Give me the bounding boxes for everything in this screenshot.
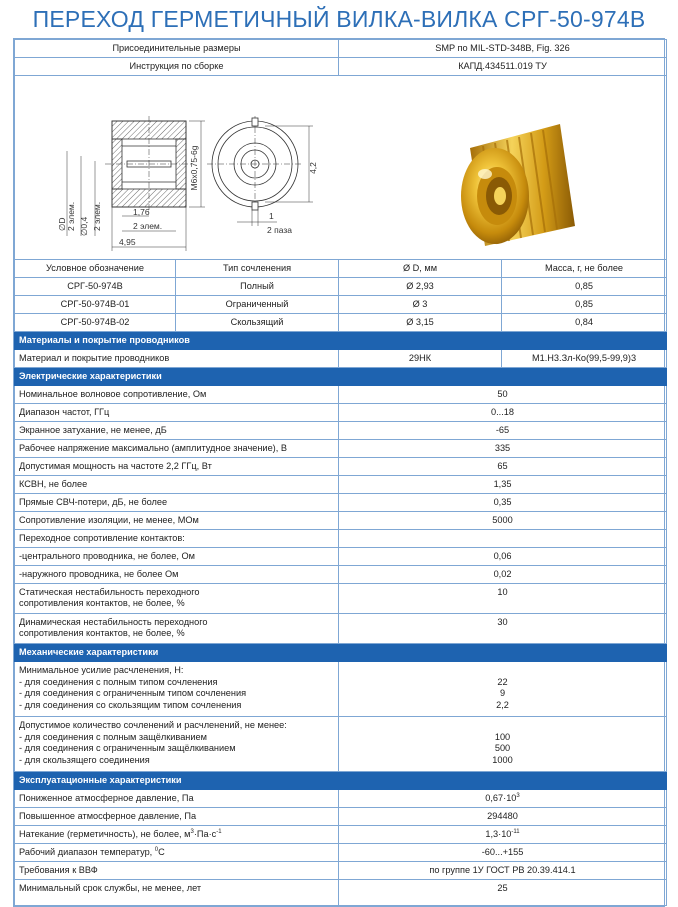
product-photo (461, 124, 575, 246)
row-label: Переходное сопротивление контактов: (15, 530, 339, 548)
row-label (15, 844, 339, 862)
header-value: SMP по MIL-STD-348B, Fig. 326 (339, 40, 667, 58)
row-label: Повышенное атмосферное давление, Па (15, 808, 339, 826)
row-label: Диапазон частот, ГГц (15, 404, 339, 422)
row-label-line: - для скользящего соединения (19, 754, 150, 765)
value-exponent: -11 (511, 829, 520, 835)
dim-2elem-c: 2 элем. (133, 221, 163, 231)
front-view (207, 116, 313, 226)
materials-row (15, 350, 667, 368)
row-value: 0,35 (339, 494, 667, 512)
row-value (339, 662, 667, 717)
variant-cell: Ограниченный (176, 296, 339, 314)
variant-cell: СРГ-50-974В-02 (15, 314, 176, 332)
drawing-cell (15, 76, 667, 260)
value-exponent: 3 (516, 793, 520, 799)
row-label: Допустимая мощность на частоте 2,2 ГГц, Вт (15, 458, 339, 476)
spec-row (15, 530, 667, 548)
row-value: 30 (339, 614, 667, 644)
drawing-row (15, 76, 667, 260)
row-label: Рабочее напряжение максимально (амплитудное значение), В (15, 440, 339, 458)
row-label: Прямые СВЧ-потери, дБ, не более (15, 494, 339, 512)
page-title: ПЕРЕХОД ГЕРМЕТИЧНЫЙ ВИЛКА-ВИЛКА СРГ-50-974В (32, 6, 646, 32)
label-text: Рабочий диапазон температур, (19, 847, 155, 857)
spec-row (15, 826, 667, 844)
row-label: -центрального проводника, не более, Ом (15, 548, 339, 566)
row-label-line: - для соединения со скользящим типом сочленения (19, 699, 242, 710)
spec-row (15, 808, 667, 826)
dim-04: ∅0,4 (79, 216, 89, 236)
section-title: Эксплуатационные характеристики (15, 772, 667, 790)
row-label-line: Статическая нестабильность переходного (19, 587, 200, 597)
spec-row (15, 386, 667, 404)
dim-2elem-a: 2 элем. (66, 201, 76, 231)
header-value: КАПД.434511.019 ТУ (339, 58, 667, 76)
spec-sheet (13, 38, 665, 907)
row-label: КСВН, не более (15, 476, 339, 494)
header-label: Присоединительные размеры (15, 40, 339, 58)
row-value (339, 790, 667, 808)
variant-row (15, 314, 667, 332)
technical-drawing (15, 76, 665, 259)
row-label: Минимальный срок службы, не менее, лет (15, 880, 339, 906)
dim-thread: M6х0,75-6g (189, 145, 199, 191)
spec-row (15, 844, 667, 862)
dim-42: 4,2 (308, 162, 318, 174)
variants-header: Тип сочленения (176, 260, 339, 278)
row-value-line: 22 (497, 676, 508, 687)
row-value (339, 717, 667, 772)
spec-row (15, 404, 667, 422)
variant-cell: Ø 3,15 (339, 314, 502, 332)
variant-cell: 0,85 (502, 278, 667, 296)
variant-cell: Ø 2,93 (339, 278, 502, 296)
row-label: Требования к ВВФ (15, 862, 339, 880)
row-value: 5000 (339, 512, 667, 530)
header-row (15, 40, 667, 58)
label-text: Натекание (герметичность), не более, м (19, 829, 191, 839)
spec-row (15, 512, 667, 530)
row-label: Номинальное волновое сопротивление, Ом (15, 386, 339, 404)
section-title: Материалы и покрытие проводников (15, 332, 667, 350)
row-value: -65 (339, 422, 667, 440)
row-label-line: - для соединения с полным типом сочленения (19, 676, 218, 687)
spec-row (15, 584, 667, 614)
spec-row (15, 440, 667, 458)
variant-row (15, 296, 667, 314)
row-label (15, 717, 339, 772)
row-label (15, 826, 339, 844)
spec-row (15, 662, 667, 717)
row-value: 0,02 (339, 566, 667, 584)
spec-row (15, 717, 667, 772)
header-row (15, 58, 667, 76)
variants-header-row (15, 260, 667, 278)
variant-cell: 0,84 (502, 314, 667, 332)
section-title: Электрические характеристики (15, 368, 667, 386)
row-label-line: - для соединения с ограниченным защёлкиванием (19, 743, 236, 753)
spec-row (15, 548, 667, 566)
dim-495: 4,95 (119, 237, 136, 247)
spec-row (15, 458, 667, 476)
dim-2elem-b: 2 элем. (92, 201, 102, 231)
variant-cell: 0,85 (502, 296, 667, 314)
row-label: Пониженное атмосферное давление, Па (15, 790, 339, 808)
row-label (15, 662, 339, 717)
row-label (15, 614, 339, 644)
row-value: 10 (339, 584, 667, 614)
row-label: Экранное затухание, не менее, дБ (15, 422, 339, 440)
row-value: 0...18 (339, 404, 667, 422)
row-value: 1,35 (339, 476, 667, 494)
row-label-line: - для соединения с ограниченным типом сочленения (19, 688, 247, 698)
row-value (339, 530, 667, 548)
row-value: 335 (339, 440, 667, 458)
dim-d: ∅D (57, 217, 67, 231)
row-label: -наружного проводника, не более Ом (15, 566, 339, 584)
row-value (339, 826, 667, 844)
variant-row (15, 278, 667, 296)
row-value: 25 (339, 880, 667, 906)
variants-header: Масса, г, не более (502, 260, 667, 278)
spec-row (15, 494, 667, 512)
section-header (15, 644, 667, 662)
row-value: 65 (339, 458, 667, 476)
row-value: 0,06 (339, 548, 667, 566)
row-value: 29НК (339, 350, 502, 368)
spec-row (15, 880, 667, 906)
variant-cell: СРГ-50-974В (15, 278, 176, 296)
spec-row (15, 566, 667, 584)
section-header (15, 332, 667, 350)
label-exponent: -1 (216, 829, 222, 835)
section-header (15, 772, 667, 790)
spec-row (15, 614, 667, 644)
row-value-line: 100 (494, 731, 511, 742)
dim-176: 1,76 (133, 207, 150, 217)
row-label: Сопротивление изоляции, не менее, МОм (15, 512, 339, 530)
row-value-line: 500 (494, 743, 511, 753)
row-label-line: Минимальное усилие расчленения, Н: (19, 665, 184, 675)
row-value: по группе 1У ГОСТ РВ 20.39.414.1 (339, 862, 667, 880)
row-label-line: Динамическая нестабильность переходного (19, 617, 208, 627)
variants-header: Условное обозначение (15, 260, 176, 278)
dim-1: 1 (269, 211, 274, 221)
label-exponent: 3 (190, 829, 194, 835)
row-value-line: 1000 (492, 754, 513, 765)
variant-cell: Ø 3 (339, 296, 502, 314)
spec-row (15, 790, 667, 808)
section-title: Механические характеристики (15, 644, 667, 662)
row-label (15, 584, 339, 614)
variants-header: Ø D, мм (339, 260, 502, 278)
row-label-line: сопротивления контактов, не более, % (19, 598, 185, 608)
row-value-line: 2,2 (496, 699, 509, 710)
label-exponent: 0 (154, 847, 159, 853)
value-text: 0,67·10 (485, 793, 517, 803)
label-text: С (158, 847, 165, 857)
row-label-line: - для соединения с полным защёлкиванием (19, 731, 207, 742)
spec-row (15, 862, 667, 880)
row-label-line: сопротивления контактов, не более, % (19, 628, 185, 638)
row-value: -60...+155 (339, 844, 667, 862)
spec-table (14, 39, 667, 906)
row-label-line: Допустимое количество сочленений и расчленений, не менее: (19, 720, 287, 730)
variant-cell: Полный (176, 278, 339, 296)
row-label: Материал и покрытие проводников (15, 350, 339, 368)
spec-row (15, 476, 667, 494)
header-label: Инструкция по сборке (15, 58, 339, 76)
row-value-line: 9 (499, 688, 506, 698)
label-text: ·Па·с (193, 829, 217, 839)
dim-2paza: 2 паза (267, 225, 292, 235)
section-header (15, 368, 667, 386)
row-value: 50 (339, 386, 667, 404)
spec-row (15, 422, 667, 440)
row-value: М1.Н3.Зл-Ко(99,5-99,9)3 (502, 350, 667, 368)
variant-cell: Скользящий (176, 314, 339, 332)
row-value: 294480 (339, 808, 667, 826)
value-text: 1,3·10 (485, 829, 512, 839)
variant-cell: СРГ-50-974В-01 (15, 296, 176, 314)
